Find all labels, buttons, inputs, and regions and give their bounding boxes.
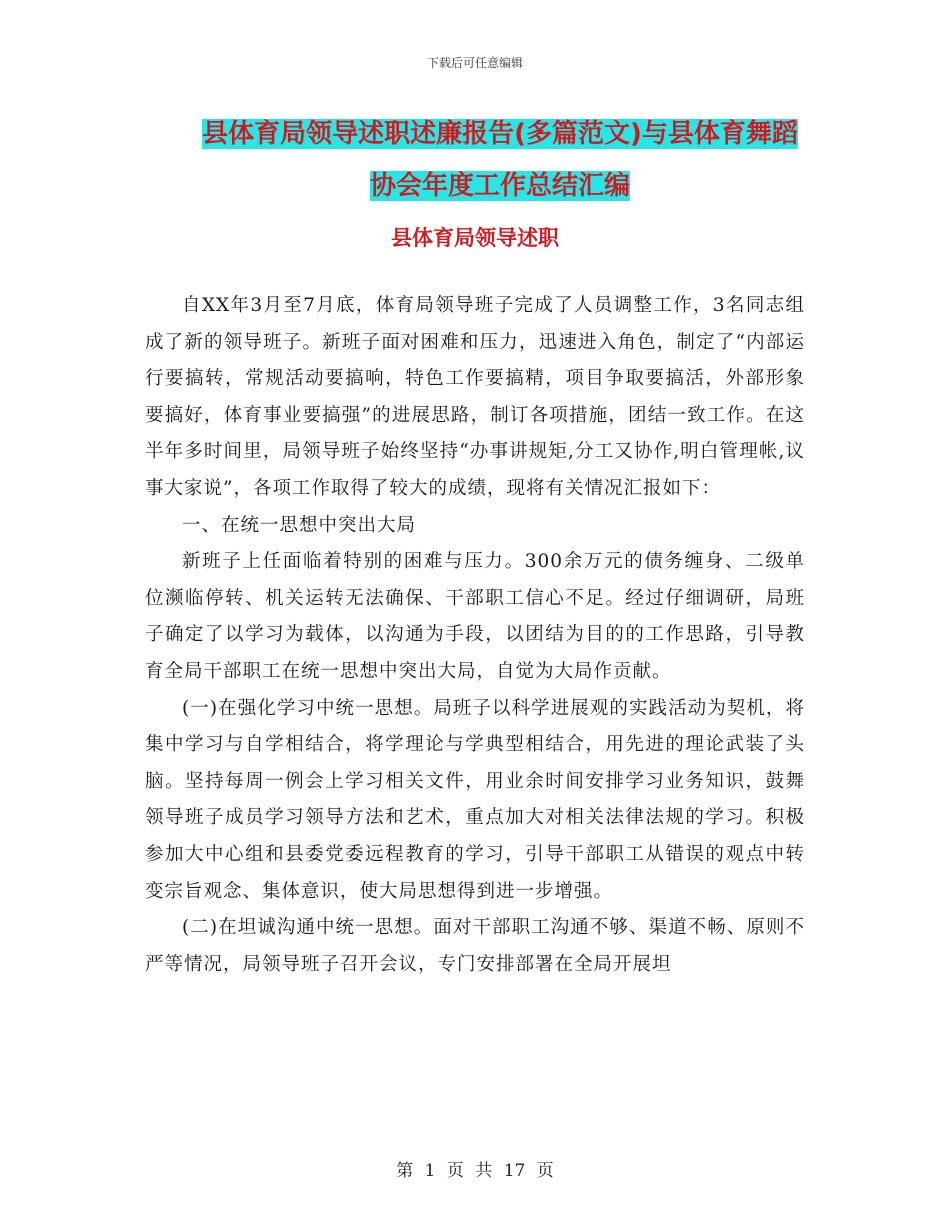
page-header-note: 下载后可任意编辑 xyxy=(426,56,523,70)
document-title xyxy=(120,108,880,212)
document-title-line-1: 县体育局领导述职述廉报告(多篇范文)与县体育舞蹈 xyxy=(202,119,798,149)
paragraph-challenges: 新班子上任面临着特别的困难与压力。300余万元的债务缠身、二级单位濒临停转、机关运转无法确保、干部职工信心不足。经过仔细调研，局班子确定了以学习为载体，以沟通为手段，以团结为目的的工作思路，引导教育全局干部职工在统一思想中突出大局，自觉为大局作贡献。 xyxy=(145,551,805,682)
body-text xyxy=(145,288,805,983)
paragraph-communication: (二)在坦诚沟通中统一思想。面对干部职工沟通不够、渠道不畅、原则不严等情况，局领导班子召开会议，专门安排部署在全局开展坦 xyxy=(145,917,805,975)
paragraph-study: (一)在强化学习中统一思想。局班子以科学进展观的实践活动为契机，将集中学习与自学相结合，将学理论与学典型相结合，用先进的理论武装了头脑。坚持每周一例会上学习相关文件，用业余时间安排学习业务知识，鼓舞领导班子成员学习领导方法和艺术，重点加大对相关法律法规的学习。积极参加大中心组和县委党委远程教育的学习，引导干部职工从错误的观点中转变宗旨观念、集体意识，使大局思想得到进一步增强。 xyxy=(145,697,805,902)
document-title-line-2: 协会年度工作总结汇编 xyxy=(369,171,630,201)
page-footer: 第 1 页 共 17 页 xyxy=(396,1161,554,1181)
paragraph-subheading: 一、在统一思想中突出大局 xyxy=(182,514,417,536)
section-heading: 县体育局领导述职 xyxy=(391,226,559,250)
paragraph-intro: 自XX年3月至7月底，体育局领导班子完成了人员调整工作，3名同志组成了新的领导班子。新班子面对困难和压力，迅速进入角色，制定了“内部运行要搞转，常规活动要搞响，特色工作要搞精，项目争取要搞活，外部形象要搞好，体育事业要搞强”的进展思路，制订各项措施，团结一致工作。在这半年多时间里，局领导班子始终坚持“办事讲规矩,分工又协作,明白管理帐,议事大家说”，各项工作取得了较大的成绩，现将有关情况汇报如下： xyxy=(145,295,805,499)
